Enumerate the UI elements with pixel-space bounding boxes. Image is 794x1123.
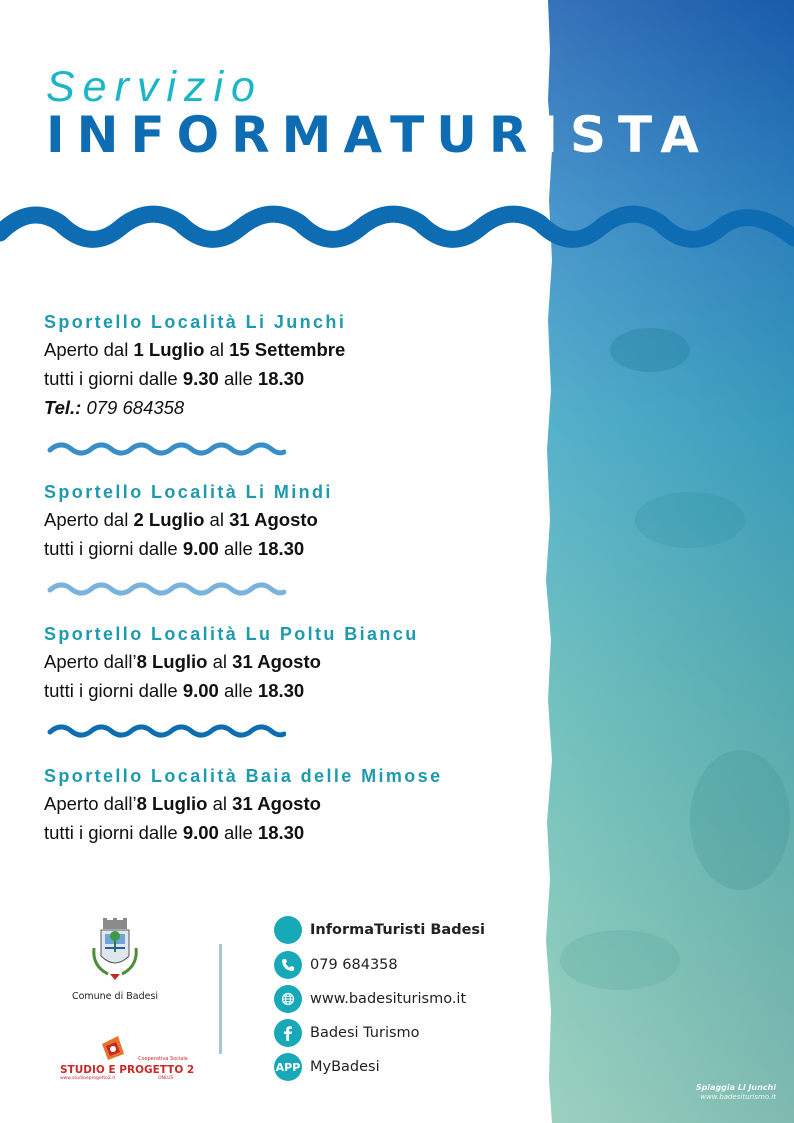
telephone: Tel.: 079 684358: [44, 397, 185, 418]
opening-hours: tutti i giorni dalle 9.30 alle 18.30: [44, 368, 305, 389]
section-li-junchi: [44, 309, 524, 422]
small-wave-3: [46, 721, 286, 743]
section-title: Sportello Località Baia delle Mimose: [44, 766, 443, 786]
studio-label: STUDIO E PROGETTO 2: [60, 1064, 195, 1076]
opening-hours: tutti i giorni dalle 9.00 alle 18.30: [44, 538, 305, 559]
title-informaturista: [46, 106, 711, 164]
section-lu-poltu-biancu: [44, 621, 524, 705]
title-main-dark: INFORMATUR: [46, 106, 540, 164]
contact-website[interactable]: [274, 985, 466, 1013]
studio-progetto-logo: [98, 1034, 128, 1062]
section-li-mindi: [44, 479, 524, 563]
section-baia-delle-mimose: [44, 763, 524, 847]
small-wave-2: [46, 579, 286, 601]
footer-divider: [219, 944, 222, 1054]
title-servizio: Servizio: [46, 63, 263, 111]
title-main-light: ISTA: [539, 106, 711, 164]
photo-caption: [696, 1083, 776, 1102]
comune-label: Comune di Badesi: [71, 991, 159, 1002]
comune-crest-logo: [88, 918, 142, 990]
caption-website: www.badesiturismo.it: [700, 1093, 776, 1101]
opening-dates: Aperto dal 2 Luglio al 31 Agosto: [44, 509, 318, 530]
opening-dates: Aperto dall’8 Luglio al 31 Agosto: [44, 793, 321, 814]
studio-sub-label: Cooperativa Sociale: [138, 1056, 188, 1062]
contact-informaturisti: [274, 916, 485, 944]
opening-dates: Aperto dall’8 Luglio al 31 Agosto: [44, 651, 321, 672]
globe-icon: [274, 985, 302, 1013]
opening-hours: tutti i giorni dalle 9.00 alle 18.30: [44, 680, 305, 701]
small-wave-1: [46, 439, 286, 461]
opening-hours: tutti i giorni dalle 9.00 alle 18.30: [44, 822, 305, 843]
app-icon: APP: [274, 1053, 302, 1081]
caption-location: Spiaggia Li Junchi: [695, 1083, 776, 1092]
section-title: Sportello Località Li Mindi: [44, 482, 333, 502]
section-title: Sportello Località Li Junchi: [44, 312, 347, 332]
phone-icon: [274, 951, 302, 979]
studio-website: www.studioeprogetto2.it: [60, 1076, 116, 1081]
decorative-wave: [0, 193, 794, 263]
contact-text: www.badesiturismo.it: [310, 991, 467, 1007]
opening-dates: Aperto dal 1 Luglio al 15 Settembre: [44, 339, 346, 360]
circle-icon: [274, 916, 302, 944]
section-title: Sportello Località Lu Poltu Biancu: [44, 624, 419, 644]
contact-app[interactable]: [274, 1053, 380, 1081]
contact-text: InformaTuristi Badesi: [310, 922, 486, 938]
contact-text: Badesi Turismo: [310, 1025, 420, 1041]
studio-onlus: ONLUS: [158, 1076, 174, 1081]
contact-text: 079 684358: [310, 957, 398, 973]
contact-phone[interactable]: [274, 951, 398, 979]
facebook-icon: [274, 1019, 302, 1047]
contact-text: MyBadesi: [310, 1059, 380, 1075]
contact-facebook[interactable]: [274, 1019, 420, 1047]
